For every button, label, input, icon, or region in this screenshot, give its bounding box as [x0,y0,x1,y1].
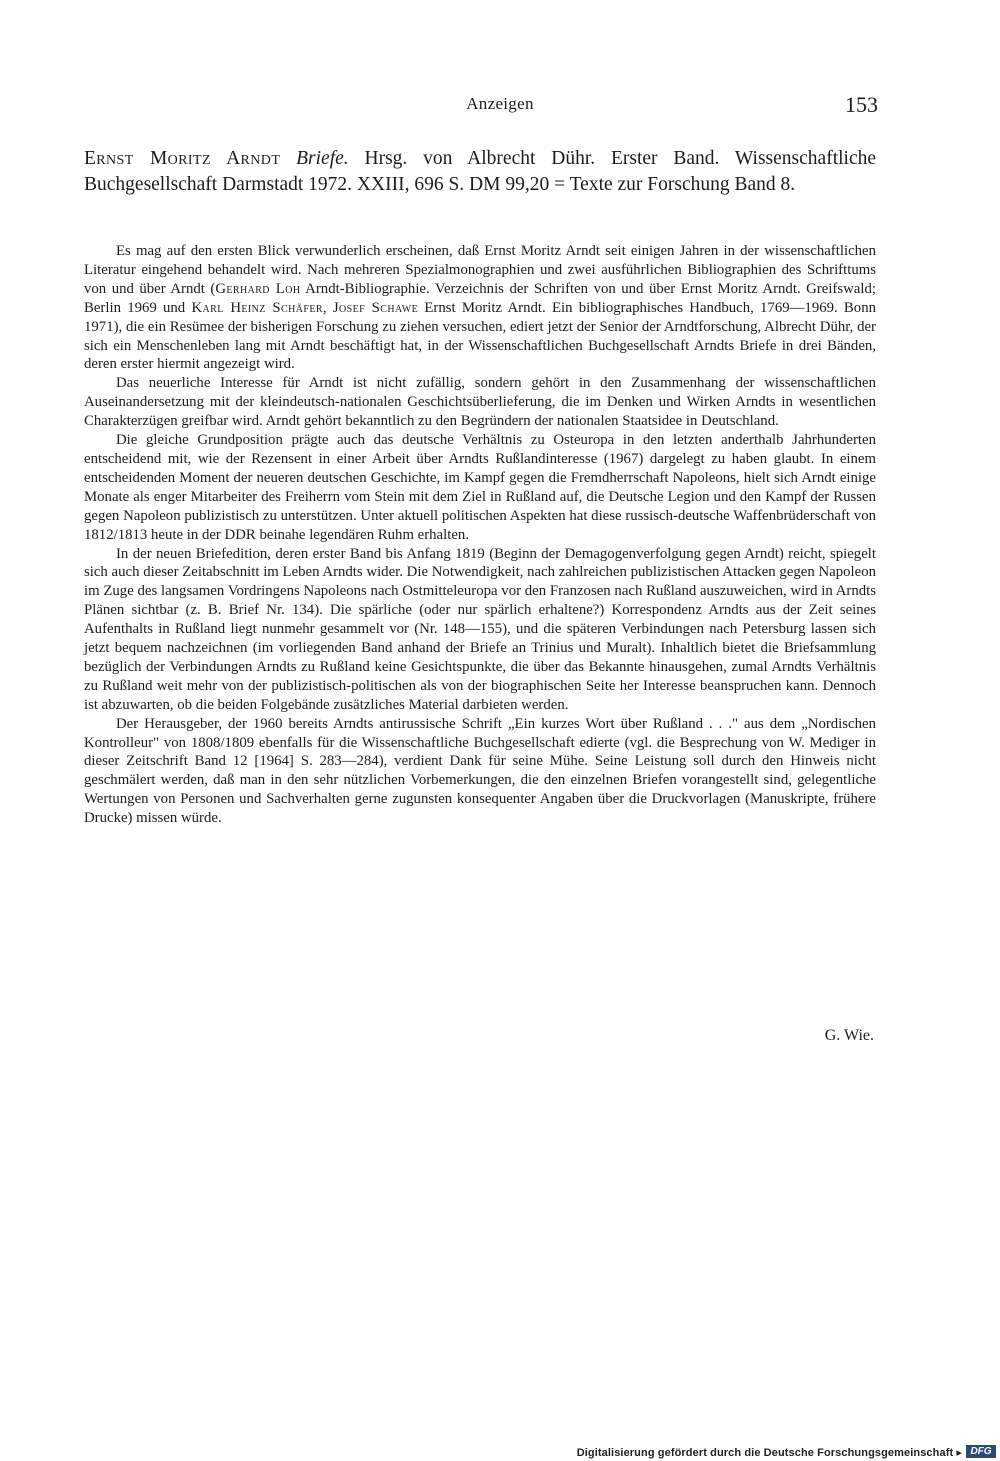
funding-note: Digitalisierung gefördert durch die Deutsche Forschungsgemeinschaft ▸ [576,1447,962,1459]
citation-details: Hrsg. von Albrecht Dühr. Erster Band. Wissenschaftliche Buchgesellschaft Darmstadt 1972. XXIII, 696 S. DM 99,20 = Texte zur Forschung Band 8. [84,148,877,195]
page-number: 153 [845,92,878,117]
paragraph-3: Die gleiche Grundposition prägte auch das deutsche Verhältnis zu Osteuropa in den letzten anderthalb Jahrhunderten entscheidend mit, wie der Rezensent in einer Arbeit über Arndts Rußlandinteresse (1967) dargelegt zu haben glaubt. In einem entscheidenden Moment der neueren deutschen Geschichte, im Kampf gegen die Fremdherrschaft Napoleons, hielt sich Arndt einige Monate als enger Mitarbeiter des Freiherrn vom Stein mit dem Ziel in Rußland auf, die Deutsche Legion und den Kampf der Russen gegen Napoleon publizistisch zu unterstützen. Unter aktuell politischen Aspekten hat diese russisch-deutsche Waffenbrüderschaft von 1812/1813 heute in der DDR beinahe legendären Ruhm erhalten. [84,432,876,543]
citation-author: Ernst Moritz Arndt [84,148,281,169]
running-header: Anzeigen [466,94,534,113]
paragraph-5: Der Herausgeber, der 1960 bereits Arndts antirussische Schrift „Ein kurzes Wort über Rußland . . ." aus dem „Nordischen Kontrolleur" von 1808/1809 ebenfalls für die Wissenschaftliche Buchgesellschaft edierte (vgl. die Besprechung von W. Mediger in dieser Zeitschrift Band 12 [1964] S. 283—284), verdient Dank für seine Mühe. Seine Leistung soll durch den Hinweis nicht geschmälert werden, daß man in den sehr nützlichen Vorbemerkungen, die den einzelnen Briefen vorangestellt sind, gelegentliche Wertungen von Personen und Sachverhalten gerne zugunsten konsequenter Angaben über die Druckvorlagen (Manuskripte, frühere Drucke) missen würde. [84,715,876,827]
review-body [84,242,876,828]
bibliographic-citation [84,146,876,198]
citation-work-title: Briefe. [296,148,349,169]
paragraph-4: In der neuen Briefedition, deren erster Band bis Anfang 1819 (Beginn der Demagogenverfolgung gegen Arndt) reicht, spiegelt sich auch dieser Zeitabschnitt im Leben Arndts wider. Die Notwendigkeit, nach zahlreichen publizistischen Attacken gegen Napoleon im Zuge des langsamen Vordringens Napoleons nach Ostmitteleuropa vor den Franzosen nach Rußland auszuweichen, wird in Arndts Plänen sichtbar (z. B. Brief Nr. 134). Die spärliche (oder nur spärlich erhaltene?) Korrespondenz Arndts aus der Zeit seines Aufenthalts in Rußland liegt nunmehr gesammelt vor (Nr. 148—155), und die späteren Verbindungen nach Petersburg lassen sich jetzt bequem nachzeichnen (im vorliegenden Band anhand der Briefe an Trinius und Muralt). Inhaltlich bietet die Briefsammlung bezüglich der Verbindungen Arndts zu Rußland keine Gesichtspunkte, die über das Bekannte hinausgehen, zumal Arndts Verhältnis zu Rußland weit mehr von der publizistisch-politischen als von der biographischen Seite her Interesse beanspruchen kann. Dennoch ist abzuwarten, ob die beiden Folgebände zusätzliches Material darbieten werden. [84,545,876,713]
paragraph-2: Das neuerliche Interesse für Arndt ist nicht zufällig, sondern gehört in den Zusammenhang der wissenschaftlichen Auseinandersetzung mit der kleindeutsch-nationalen Geschichtsüberlieferung, die im Denken und Wirken Arndts in wesentlichen Charakterzügen greifbar wird. Arndt gehört bekanntlich zu den Begründern der nationalen Staatsidee in Deutschland. [84,375,876,430]
author-name: Karl Heinz Schäfer [191,299,323,316]
author-name: Gerhard Loh [215,280,301,297]
author-name: Josef Schawe [332,299,419,316]
dfg-logo: DFG [966,1445,996,1458]
reviewer-signature: G. Wie. [824,1027,874,1044]
paragraph-1: Es mag auf den ersten Blick verwunderlich erscheinen, daß Ernst Moritz Arndt seit einigen Jahren in der wissenschaftlichen Literatur eingehend behandelt wird. Nach mehreren Spezialmonographien und zwei ausführlichen Bibliographien des Schrifttums von und über Arndt (Gerhard Loh Arndt-Bibliographie. Verzeichnis der Schriften von und über Ernst Moritz Arndt. Greifswald; Berlin 1969 und Karl Heinz Schäfer, Josef Schawe Ernst Moritz Arndt. Ein bibliographisches Handbuch, 1769—1969. Bonn 1971), die ein Resümee der bisherigen Forschung zu ziehen versuchen, ediert jetzt der Senior der Arndtforschung, Albrecht Dühr, der sich ein Menschenleben lang mit Arndt beschäftigt hat, in der Wissenschaftlichen Buchgesellschaft Arndts Briefe in drei Bänden, deren erster hiermit angezeigt wird. [84,243,876,373]
